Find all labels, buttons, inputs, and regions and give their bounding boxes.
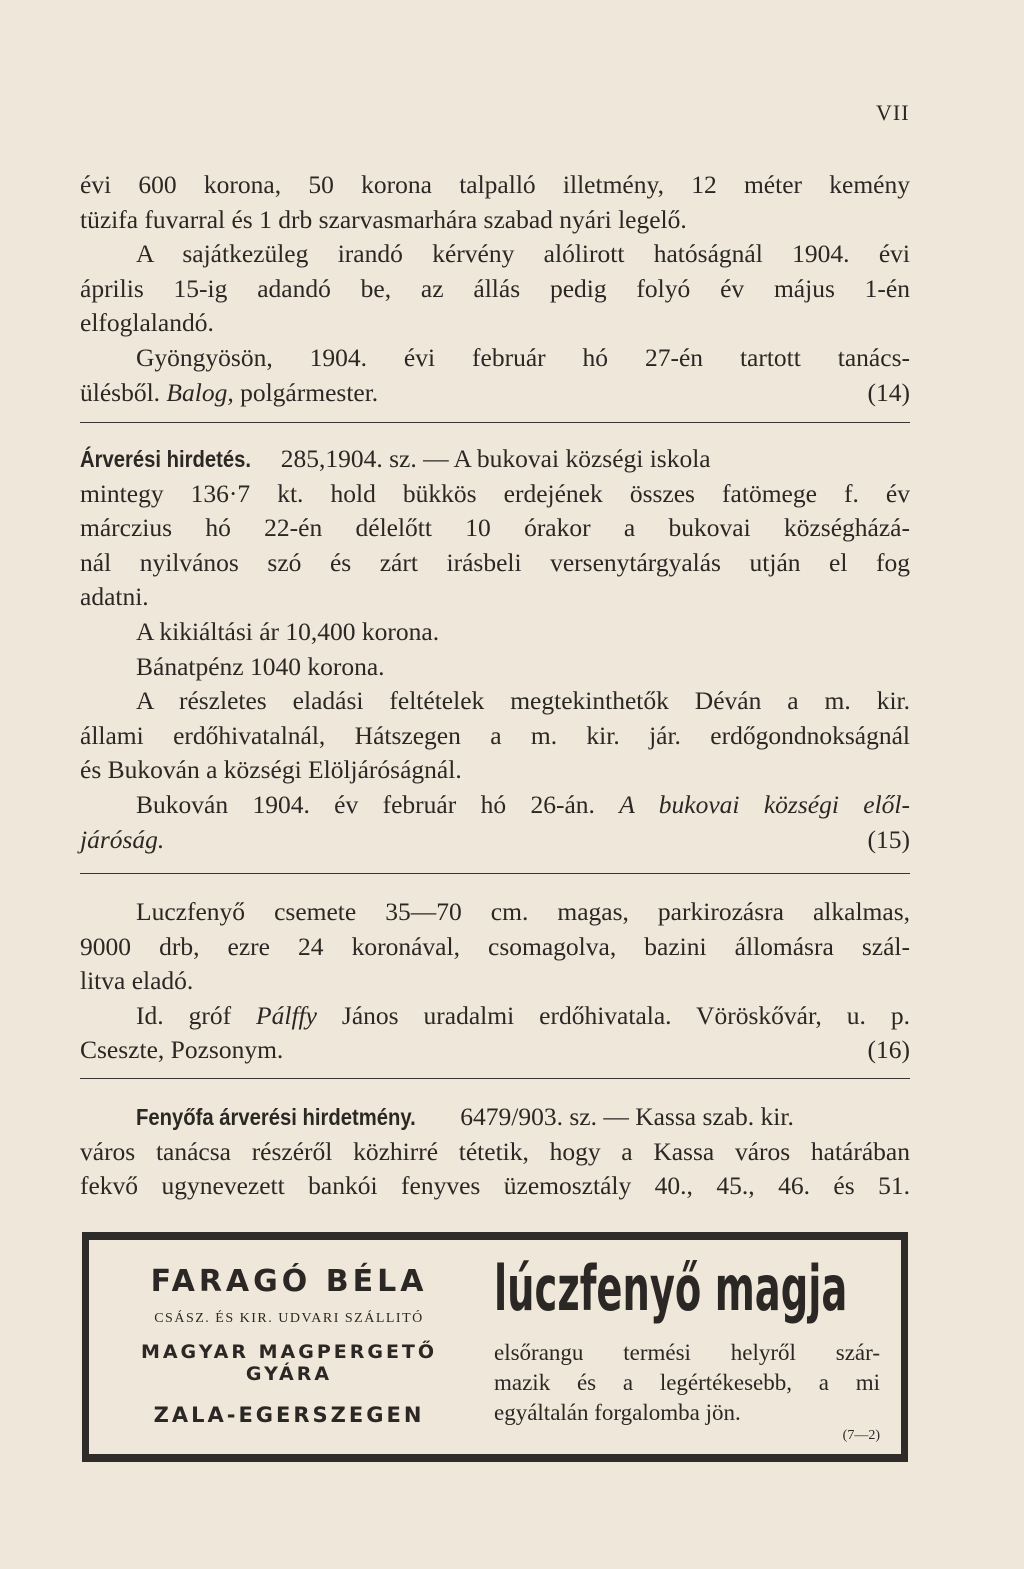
notice-code: (16) xyxy=(867,1035,910,1065)
signer-name: Balog, xyxy=(166,377,234,407)
text-line: nál nyilvános szó és zárt irásbeli versenytárgyalás utján el fog xyxy=(80,547,910,577)
ad-text-line: egyáltalán forgalomba jön. xyxy=(494,1400,741,1425)
text-line: 9000 drb, ezre 24 koronával, csomagolva, bazini állomásra szál- xyxy=(80,931,910,961)
advertisement-box xyxy=(82,1232,908,1462)
notice-code: (15) xyxy=(867,824,910,854)
signature-line: ülésből. Balog, polgármester. (14) xyxy=(80,376,910,411)
text-line: évi 600 korona, 50 korona talpalló illetmény, 12 méter kemény xyxy=(80,170,910,199)
text-line: és Bukován a községi Elöljáróságnál. xyxy=(80,755,462,785)
signature-line: Cseszte, Pozsonym. (16) xyxy=(80,1033,910,1068)
heading-line: Fenyőfa árverési hirdetmény. 6479/903. sz. — Kassa szab. kir. xyxy=(80,1100,910,1135)
notice-heading: Árverési hirdetés. xyxy=(80,446,252,472)
text-line: fekvő ugynevezett bankói fenyves üzemosztály 40., 45., 46. és 51. xyxy=(80,1171,910,1201)
signer-name: járóság. xyxy=(80,824,165,854)
ad-border-right xyxy=(901,1232,908,1462)
ad-product-block xyxy=(494,1254,880,1444)
text-line: állami erdőhivatalnál, Hátszegen a m. kir. jár. erdőgondnokságnál xyxy=(80,720,910,750)
ad-company-block xyxy=(104,1264,474,1427)
ad-company-name: FARAGÓ BÉLA xyxy=(150,1264,428,1299)
ad-border-bottom xyxy=(82,1454,908,1462)
signature-line xyxy=(80,823,910,858)
notice-code: (14) xyxy=(867,377,910,407)
heading-line: Árverési hirdetés. 285,1904. sz. — A bukovai községi iskola xyxy=(80,442,910,477)
ad-border-top xyxy=(82,1232,908,1240)
text-line: elfoglalandó. xyxy=(80,308,214,338)
ad-city: ZALA-EGERSZEGEN xyxy=(153,1403,425,1427)
signer-name: A bukovai községi elől- xyxy=(619,789,910,819)
text-line: Bánatpénz 1040 korona. xyxy=(136,651,385,681)
ad-company-subtitle: CSÁSZ. ÉS KIR. UDVARI SZÁLLITÓ xyxy=(154,1311,424,1326)
page-number: VII xyxy=(876,100,910,125)
text-line: Luczfenyő csemete 35—70 cm. magas, parkirozásra alkalmas, xyxy=(136,897,910,926)
divider-rule xyxy=(80,873,910,874)
text-line: tüzifa fuvarral és 1 drb szarvasmarhára szabad nyári legelő. xyxy=(80,204,687,234)
signature-line: Id. gróf Pálffy János uradalmi erdőhivatala. Vöröskővár, u. p. xyxy=(136,1000,910,1030)
text-line: A kikiáltási ár 10,400 korona. xyxy=(136,616,440,646)
text-line: A sajátkezüleg irandó kérvény alólirott hatóságnál 1904. évi xyxy=(136,239,910,269)
signer-name: Pálffy xyxy=(256,1000,317,1030)
ad-text-line: mazik és a legértékesebb, a mi xyxy=(494,1370,880,1395)
ad-text-line: elsőrangu termési helyről szár- xyxy=(494,1340,880,1365)
divider-rule xyxy=(80,422,910,423)
text-line: április 15-ig adandó be, az állás pedig folyó év május 1-én xyxy=(80,273,910,303)
text-line: Gyöngyösön, 1904. évi február hó 27-én tartott tanács- xyxy=(136,342,910,372)
ad-headline: lúczfenyő magja xyxy=(494,1252,848,1325)
notice-block-16 xyxy=(80,895,910,1068)
text-line: mintegy 136·7 kt. hold bükkös erdejének összes fatömege f. év xyxy=(80,478,910,508)
ad-code: (7—2) xyxy=(842,1428,880,1443)
text-line: város tanácsa részéről közhirré tétetik, hogy a Kassa város határában xyxy=(80,1136,910,1166)
notice-block-14 xyxy=(80,168,910,410)
notice-block-fenyofa xyxy=(80,1100,910,1204)
signature-line: Bukován 1904. év február hó 26-án. A bukovai községi elől- xyxy=(136,789,910,819)
text-line: márczius hó 22-én délelőtt 10 órakor a bukovai községházá- xyxy=(80,513,910,543)
notice-block-15 xyxy=(80,442,910,857)
text-line: litva eladó. xyxy=(80,966,194,996)
ad-factory-name: MAGYAR MAGPERGETŐ GYÁRA xyxy=(140,1341,438,1385)
ad-border-left xyxy=(82,1232,89,1462)
notice-heading: Fenyőfa árverési hirdetmény. xyxy=(136,1104,416,1130)
text-line: adatni. xyxy=(80,582,149,612)
divider-rule xyxy=(80,1078,910,1079)
text-line: A részletes eladási feltételek megtekinthetők Déván a m. kir. xyxy=(136,686,910,716)
